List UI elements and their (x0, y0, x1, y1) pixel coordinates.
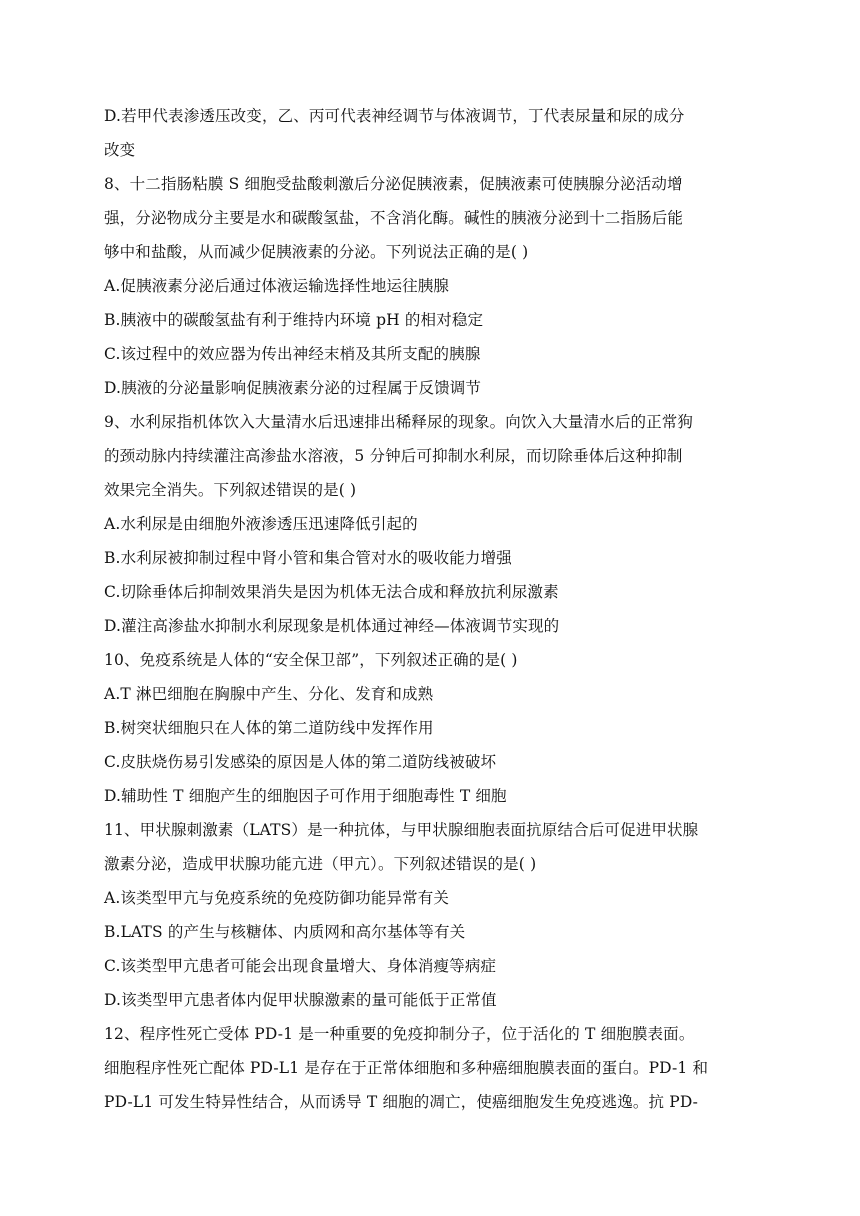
text-line: D.胰液的分泌量影响促胰液素分泌的过程属于反馈调节 (104, 379, 482, 397)
text-line: 改变 (104, 141, 136, 159)
text-line: PD-L1 可发生特异性结合，从而诱导 T 细胞的凋亡，使癌细胞发生免疫逃逸。抗 PD- (104, 1093, 699, 1111)
text-line: 效果完全消失。下列叙述错误的是( ) (104, 481, 357, 499)
text-line: 的颈动脉内持续灌注高渗盐水溶液，5 分钟后可抑制水利尿，而切除垂体后这种抑制 (104, 447, 683, 465)
document-body (104, 99, 764, 1119)
text-line: C.该过程中的效应器为传出神经末梢及其所支配的胰腺 (104, 345, 481, 363)
text-line: 够中和盐酸，从而减少促胰液素的分泌。下列说法正确的是( ) (104, 243, 529, 261)
text-line: 11、甲状腺刺激素（LATS）是一种抗体，与甲状腺细胞表面抗原结合后可促进甲状腺 (104, 821, 699, 839)
text-line: B.胰液中的碳酸氢盐有利于维持内环境 pH 的相对稳定 (104, 311, 484, 329)
text-line: D.辅助性 T 细胞产生的细胞因子可作用于细胞毒性 T 细胞 (104, 787, 507, 805)
text-line: B.水利尿被抑制过程中肾小管和集合管对水的吸收能力增强 (104, 549, 512, 567)
text-line: C.该类型甲亢患者可能会出现食量增大、身体消瘦等病症 (104, 957, 497, 975)
text-line: A.水利尿是由细胞外液渗透压迅速降低引起的 (104, 515, 418, 533)
text-line: 细胞程序性死亡配体 PD-L1 是存在于正常体细胞和多种癌细胞膜表面的蛋白。PD-1 和 (104, 1059, 709, 1077)
text-line: 强，分泌物成分主要是水和碳酸氢盐，不含消化酶。碱性的胰液分泌到十二指肠后能 (104, 209, 684, 227)
text-line: 10、免疫系统是人体的“安全保卫部”，下列叙述正确的是( ) (104, 651, 518, 669)
text-line: B.树突状细胞只在人体的第二道防线中发挥作用 (104, 719, 434, 737)
text-line: 9、水利尿指机体饮入大量清水后迅速排出稀释尿的现象。向饮入大量清水后的正常狗 (104, 413, 694, 431)
text-line: 12、程序性死亡受体 PD-1 是一种重要的免疫抑制分子，位于活化的 T 细胞膜表面。 (104, 1025, 695, 1043)
text-line: A.T 淋巴细胞在胸腺中产生、分化、发育和成熟 (104, 685, 434, 703)
text-line: C.切除垂体后抑制效果消失是因为机体无法合成和释放抗利尿激素 (104, 583, 559, 601)
text-line: A.促胰液素分泌后通过体液运输选择性地运往胰腺 (104, 277, 450, 295)
text-line: B.LATS 的产生与核糖体、内质网和高尔基体等有关 (104, 923, 466, 941)
text-line: D.灌注高渗盐水抑制水利尿现象是机体通过神经—体液调节实现的 (104, 617, 560, 635)
text-line: D.若甲代表渗透压改变，乙、丙可代表神经调节与体液调节，丁代表尿量和尿的成分 (104, 107, 685, 125)
text-line: 激素分泌，造成甲状腺功能亢进（甲亢）。下列叙述错误的是( ) (104, 855, 537, 873)
text-line: A.该类型甲亢与免疫系统的免疫防御功能异常有关 (104, 889, 450, 907)
text-line: 8、十二指肠粘膜 S 细胞受盐酸刺激后分泌促胰液素，促胰液素可使胰腺分泌活动增 (104, 175, 683, 193)
text-line: D.该类型甲亢患者体内促甲状腺激素的量可能低于正常值 (104, 991, 497, 1009)
text-line: C.皮肤烧伤易引发感染的原因是人体的第二道防线被破坏 (104, 753, 497, 771)
